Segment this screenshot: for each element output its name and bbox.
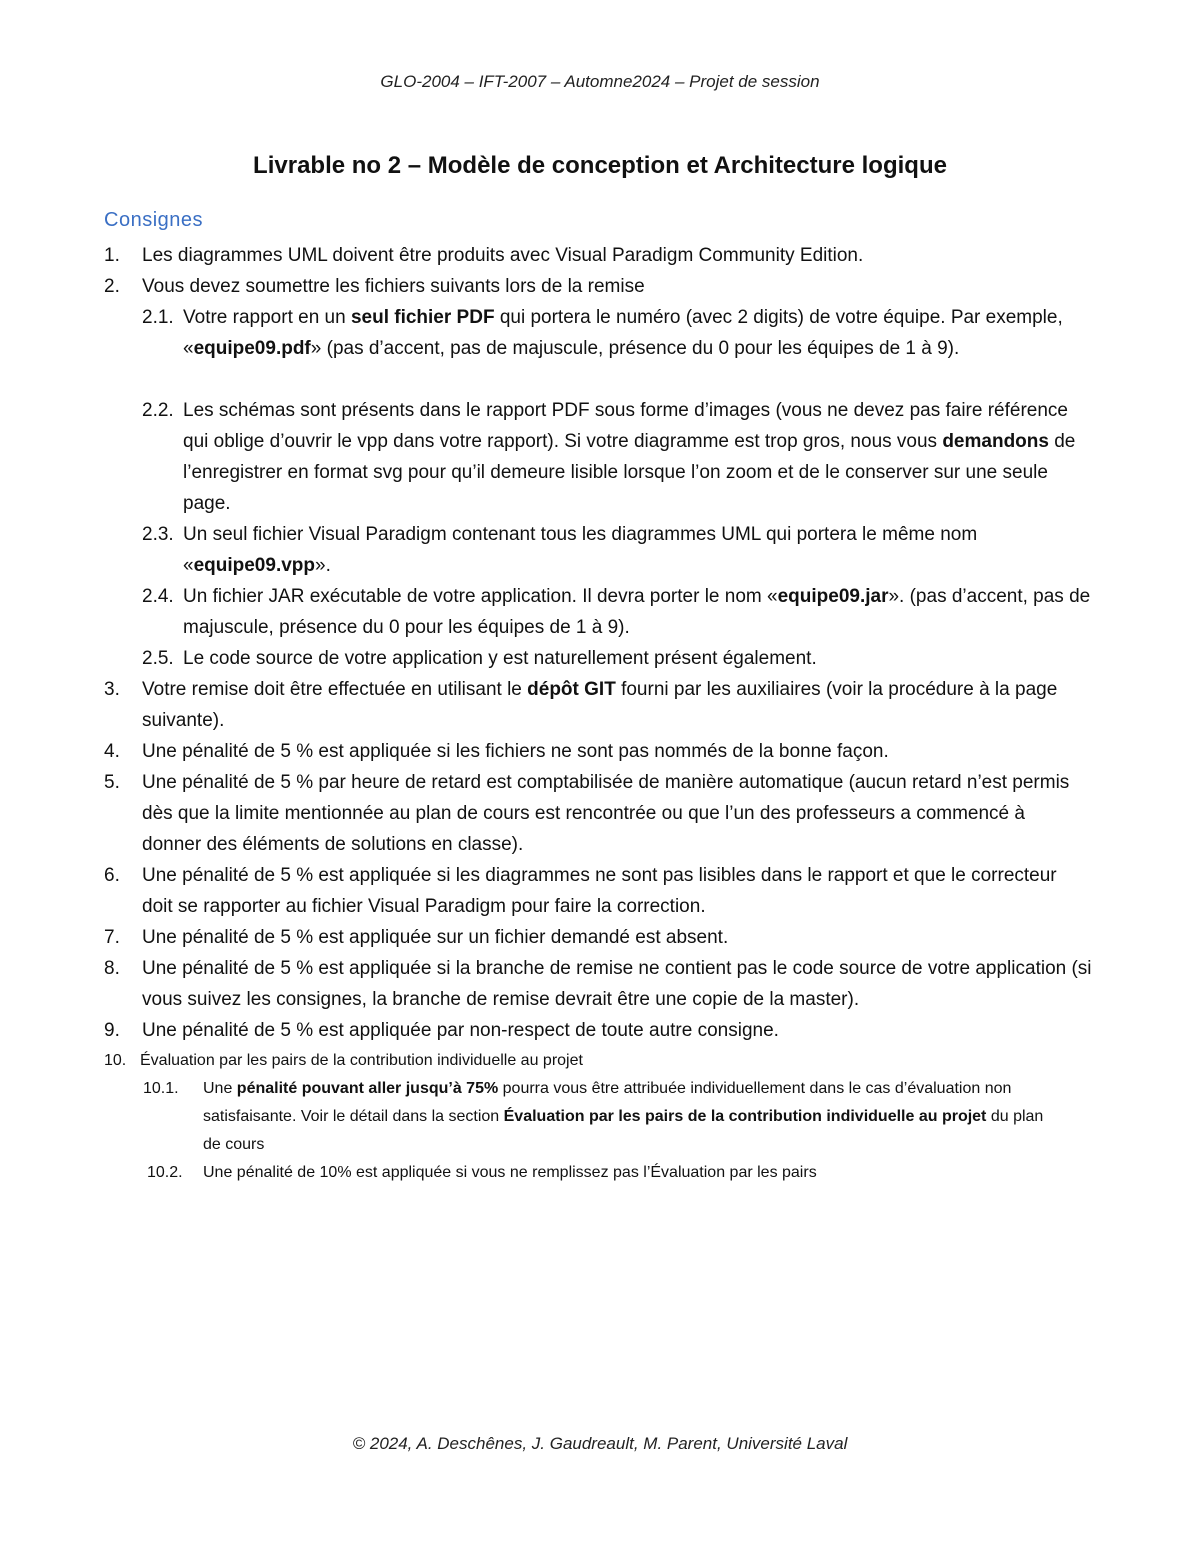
list-item-text: Une pénalité de 5 % est appliquée sur un fichier demandé est absent. [142,927,729,948]
list-item-text: Une pénalité de 5 % est appliquée si les fichiers ne sont pas nommés de la bonne façon. [142,741,889,762]
list-item-text: Une pénalité pouvant aller jusqu’à 75% pourra vous être attribuée individuellement dans le cas d’évaluation non satisfaisante. Voir le détail dans la section Évaluation par les pairs de la contribution individuelle au projet du plan de cours [203,1080,1044,1153]
list-item-number: 2.4. [142,586,174,607]
list-item-number: 10.2. [147,1164,183,1181]
list-item-text: Une pénalité de 5 % est appliquée si les diagrammes ne sont pas lisibles dans le rapport et que le correcteur doit se rapporter au fichier Visual Paradigm pour faire la correction. [142,865,1057,917]
list-item-number: 10. [104,1052,127,1069]
list-item-text: Évaluation par les pairs de la contribution individuelle au projet [140,1052,583,1069]
list-item-number: 8. [104,958,120,979]
list-item-text: Une pénalité de 10% est appliquée si vous ne remplissez pas l’Évaluation par les pairs [203,1164,817,1181]
list-item-text: Une pénalité de 5 % par heure de retard est comptabilisée de manière automatique (aucun retard n’est permis dès que la limite mentionnée au plan de cours est rencontrée ou que l’un des professeurs a commencé à donner des éléments de solutions en classe). [142,772,1070,855]
list-item-number: 2.2. [142,400,174,421]
list-item-number: 6. [104,865,120,886]
list-item-number: 2. [104,276,120,297]
list-item-number: 1. [104,245,120,266]
list-item-text: Les diagrammes UML doivent être produits avec Visual Paradigm Community Edition. [142,245,864,266]
list-item-number: 4. [104,741,120,762]
list-item-number: 10.1. [143,1080,179,1097]
list-item-text: Une pénalité de 5 % est appliquée si la branche de remise ne contient pas le code source de votre application (si vous suivez les consignes, la branche de remise devrait être une copie de la master). [142,958,1092,1010]
list-item-number: 9. [104,1020,120,1041]
list-item-text: Les schémas sont présents dans le rapport PDF sous forme d’images (vous ne devez pas faire référence qui oblige d’ouvrir le vpp dans votre rapport). Si votre diagramme est trop gros, nous vous demandons de l’enregistrer en format svg pour qu’il demeure lisible lorsque l’on zoom et de le conserver sur une seule page. [183,400,1076,514]
list-item-number: 7. [104,927,120,948]
list-item-number: 3. [104,679,120,700]
list-item-number: 2.3. [142,524,174,545]
page-header: GLO-2004 – IFT-2007 – Automne2024 – Projet de session [380,72,820,91]
list-item-text: Un fichier JAR exécutable de votre application. Il devra porter le nom «equipe09.jar». (pas d’accent, pas de majuscule, présence du 0 pour les équipes de 1 à 9). [183,586,1091,638]
list-item-text: Vous devez soumettre les fichiers suivants lors de la remise [142,276,645,297]
list-item-number: 2.1. [142,307,174,328]
page-footer: © 2024, A. Deschênes, J. Gaudreault, M. Parent, Université Laval [352,1434,848,1453]
list-item-number: 5. [104,772,120,793]
list-item-text: Votre rapport en un seul fichier PDF qui portera le numéro (avec 2 digits) de votre équipe. Par exemple, «equipe09.pdf» (pas d’accent, pas de majuscule, présence du 0 pour les équipes de 1 à 9). [183,307,1063,359]
list-item-text: Une pénalité de 5 % est appliquée par non-respect de toute autre consigne. [142,1020,779,1041]
list-item-text: Votre remise doit être effectuée en utilisant le dépôt GIT fourni par les auxiliaires (voir la procédure à la page suivante). [142,679,1058,731]
list-item-number: 2.5. [142,648,174,669]
section-heading-consignes: Consignes [104,209,204,231]
list-item-text: Un seul fichier Visual Paradigm contenant tous les diagrammes UML qui portera le même nom «equipe09.vpp». [183,524,978,576]
page-title: Livrable no 2 – Modèle de conception et Architecture logique [253,152,947,179]
list-item-text: Le code source de votre application y est naturellement présent également. [183,648,817,669]
